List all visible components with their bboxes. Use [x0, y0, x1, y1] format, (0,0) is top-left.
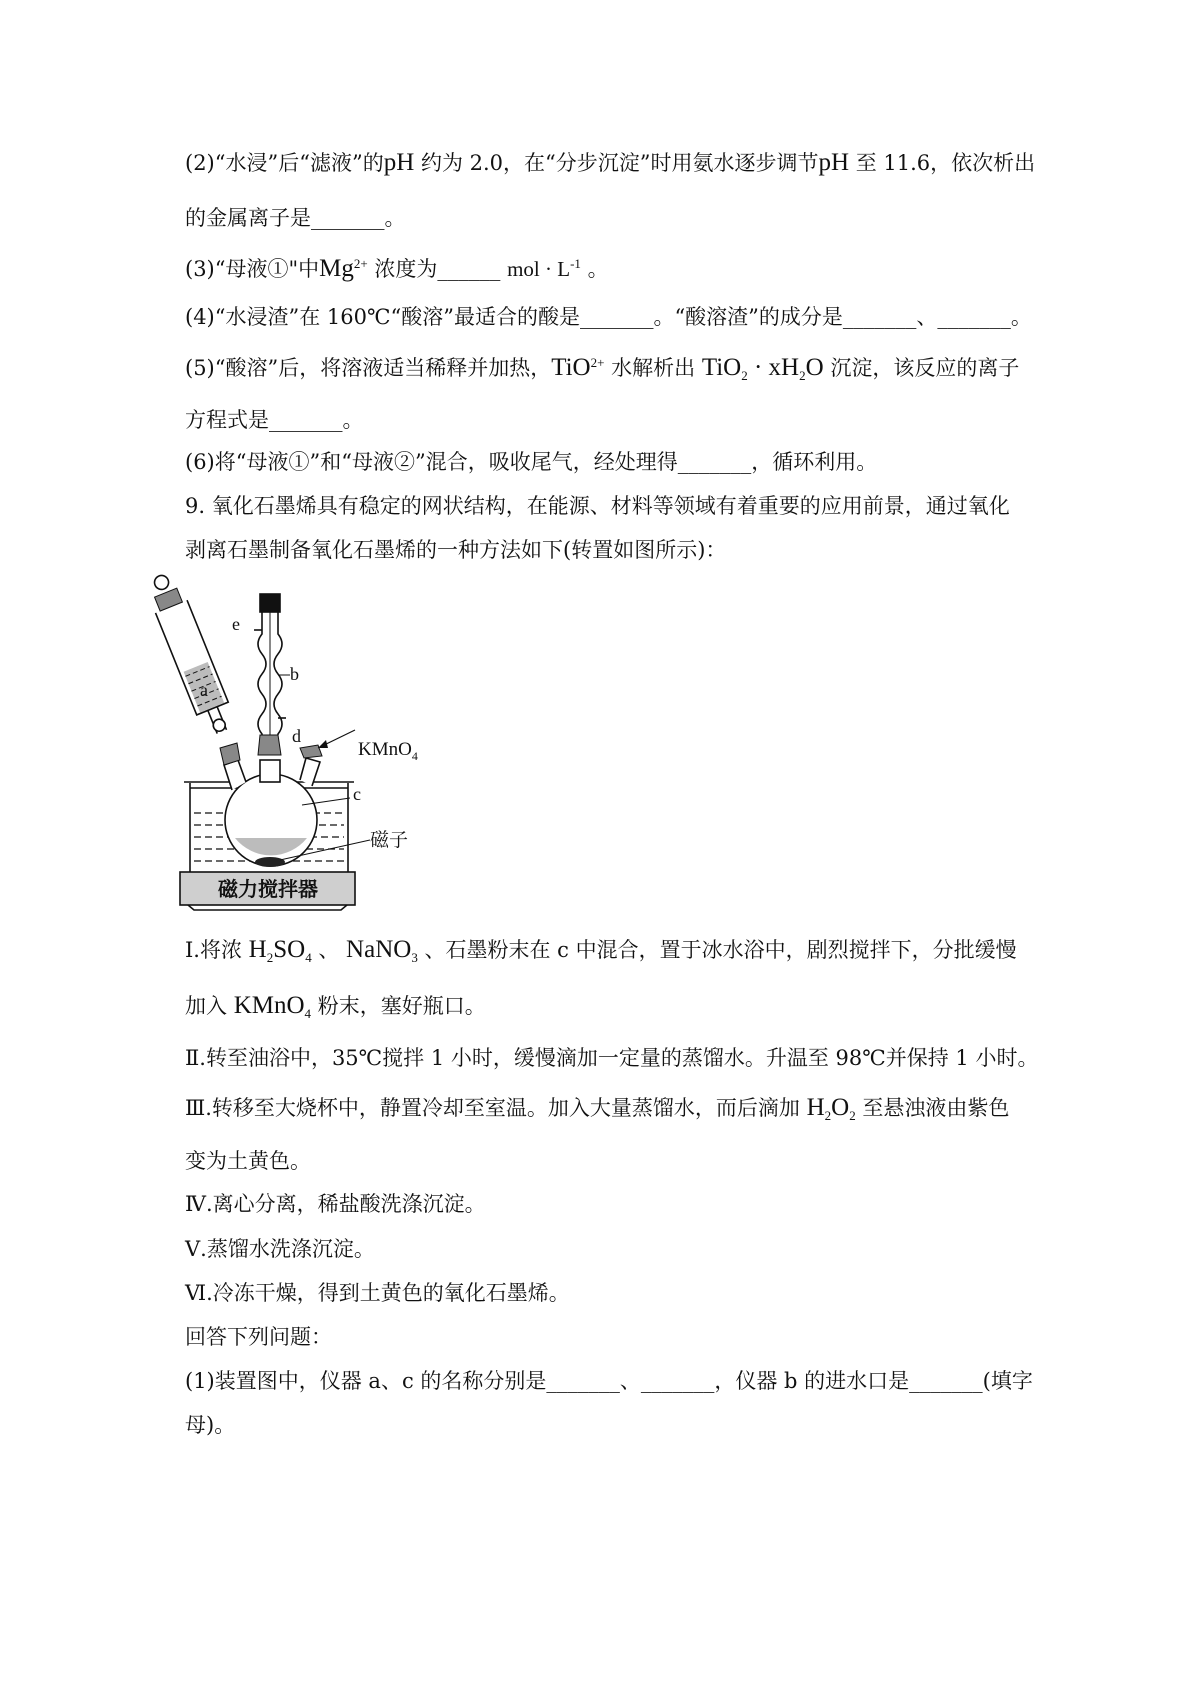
condenser-cap [260, 594, 280, 612]
p9-intro-line2: 剥离石墨制备氧化石墨烯的一种方法如下(转置如图所示)： [185, 538, 727, 562]
step2-line: Ⅱ.转至油浴中，35℃搅拌 1 小时，缓慢滴加一定量的蒸馏水。升温至 98℃并保持 1 小时。 [185, 1046, 1039, 1070]
dropping-funnel-a [143, 570, 237, 739]
q3-line: (3)“母液①"中$Mg^{2+}$ 浓度为______ mol · $L^{-1}$ 。 [185, 255, 609, 282]
q2-line1: (2)“水浸”后“滤液”的pH 约为 2.0，在“分步沉淀”时用氨水逐步调节pH 至 11.6，依次析出 [185, 149, 1036, 176]
label-kmno4: KMnO [358, 739, 412, 760]
p9-intro-line1: 9. 氧化石墨烯具有稳定的网状结构，在能源、材料等领域有着重要的应用前景，通过氧化 [185, 494, 1010, 518]
right-stopper [300, 745, 322, 758]
q4-line: (4)“水浸渣”在 160℃“酸溶”最适合的酸是_______。“酸溶渣”的成分是_______、_______。 [185, 305, 1032, 329]
step4-line: Ⅳ.离心分离，稀盐酸洗涤沉淀。 [185, 1192, 486, 1216]
center-neck [260, 760, 280, 782]
step1-line2: 加入 KMnO$_4$ 粉末，塞好瓶口。 [185, 992, 486, 1022]
step3-line1: Ⅲ.转移至大烧杯中，静置冷却至室温。加入大量蒸馏水，而后滴加 $H_2O_2$ 至悬浊液由紫色 [185, 1094, 1010, 1124]
label-a: a [200, 680, 208, 700]
q6-line: (6)将“母液①”和“母液②”混合，吸收尾气，经处理得_______，循环利用。 [185, 450, 878, 474]
q5-line1: (5)“酸溶”后，将溶液适当稀释并加热，TiO$^{2+}$ 水解析出 $TiO_2 \cdot xH_2O$ 沉淀，该反应的离子 [185, 354, 1020, 384]
label-d: d [292, 726, 301, 746]
condenser-coil-right [274, 612, 282, 735]
label-magnetic-stirrer: 磁力搅拌器 [218, 877, 318, 901]
step5-line: Ⅴ.蒸馏水洗涤沉淀。 [185, 1237, 375, 1261]
label-b: b [290, 664, 299, 684]
center-stopper [258, 735, 281, 755]
p9-q1-line2: 母)。 [185, 1413, 236, 1437]
step3-line2: 变为土黄色。 [185, 1149, 311, 1173]
step1-line1: Ⅰ.将浓 $H_2SO_4$ 、 NaNO$_3$ 、石墨粉末在 c 中混合，置于冰水浴中，剧烈搅拌下，分批缓慢 [185, 936, 1017, 966]
stir-bar [255, 857, 285, 867]
answer-prompt: 回答下列问题： [185, 1325, 332, 1349]
p9-q1-line1: (1)装置图中，仪器 a、c 的名称分别是_______、_______，仪器 b 的进水口是_______(填字 [185, 1369, 1033, 1393]
svg-text:KMnO4: KMnO$_4$ [358, 739, 418, 763]
apparatus-figure [180, 614, 420, 975]
step6-line: Ⅵ.冷冻干燥，得到土黄色的氧化石墨烯。 [185, 1281, 570, 1305]
label-stir-bar: 磁子 [370, 829, 409, 851]
label-e: e [232, 614, 240, 634]
label-c: c [353, 784, 361, 804]
q2-line2: 的金属离子是_______。 [185, 206, 406, 230]
q5-line2: 方程式是_______。 [185, 408, 364, 432]
